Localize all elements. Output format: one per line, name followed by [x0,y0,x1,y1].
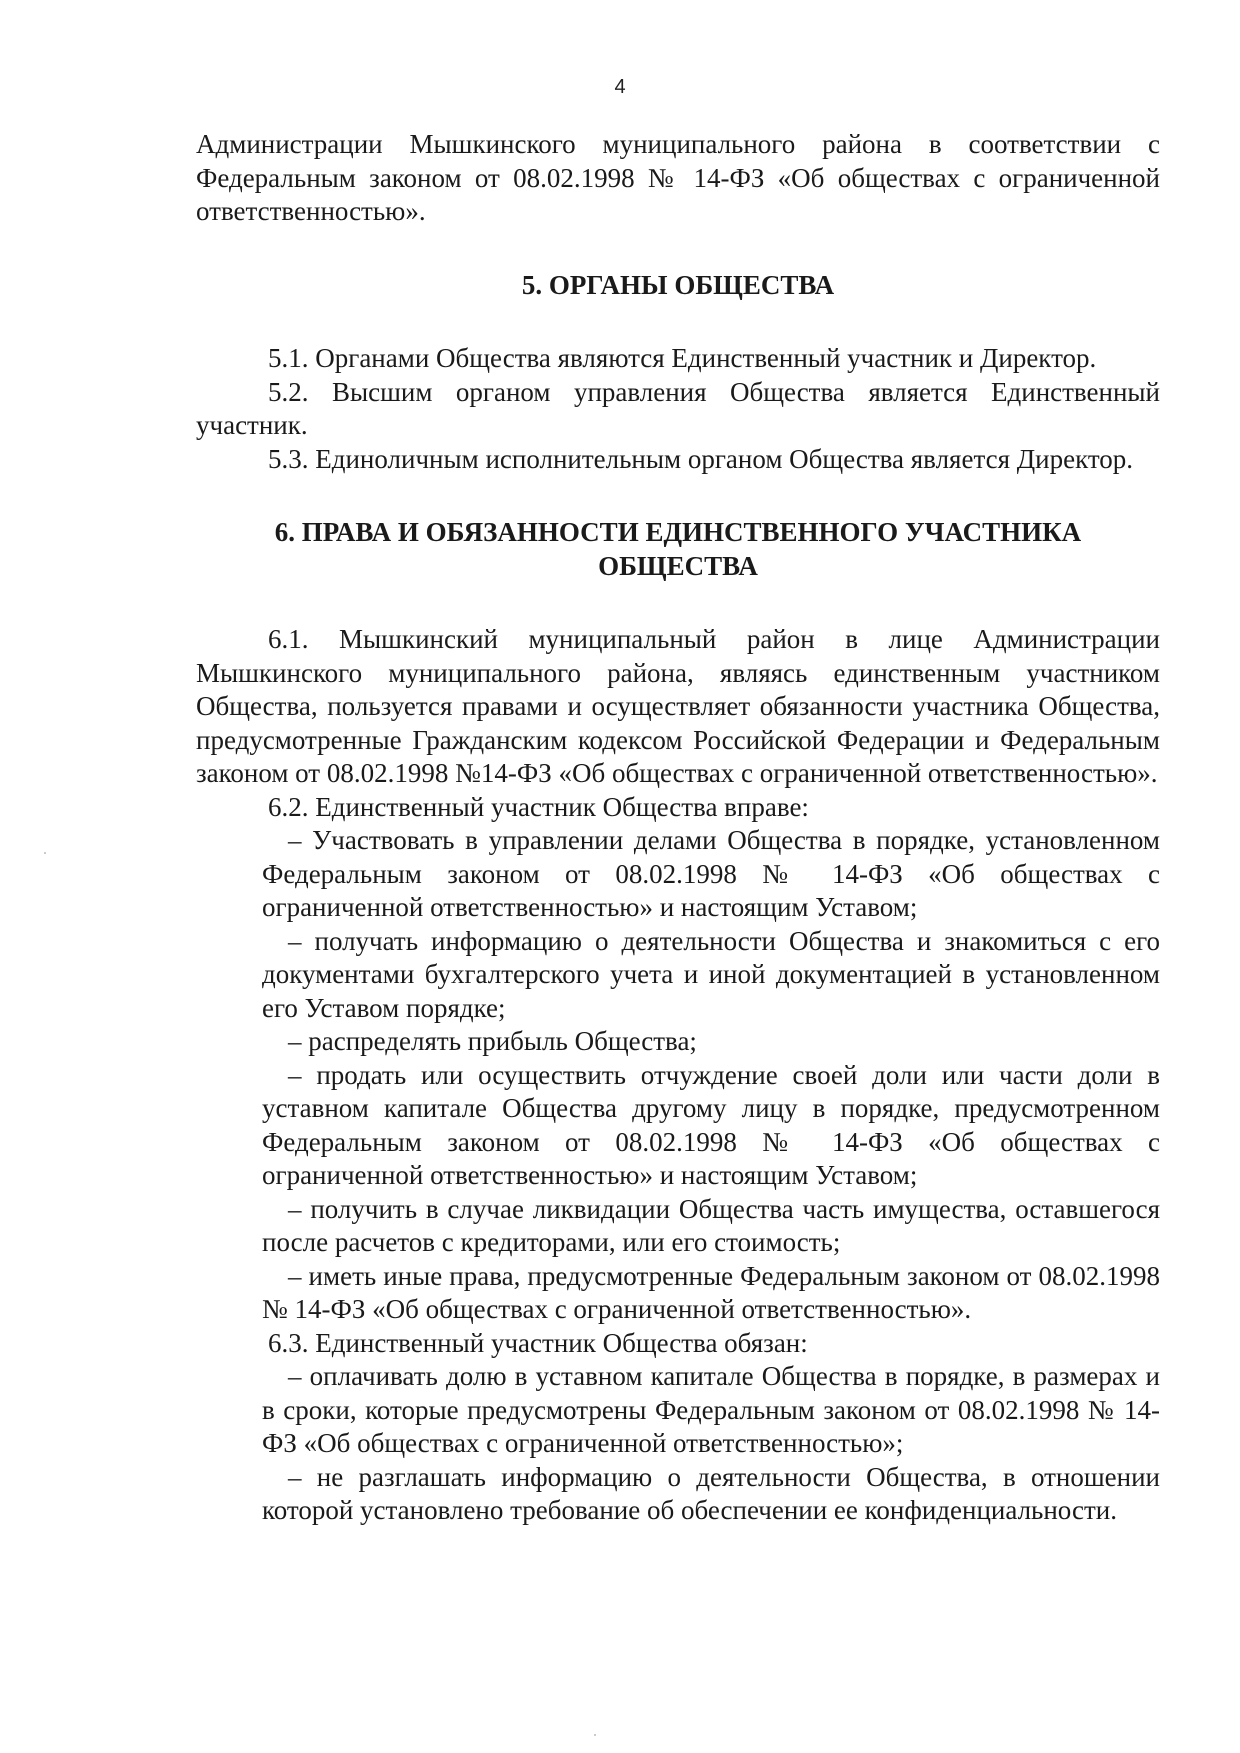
rights-list-item: – Участвовать в управлении делами Общества в порядке, установленном Федеральным законом от 08.02.1998 № 14-ФЗ «Об обществах с ограниченной ответственностью» и настоящим Уставом; [262,825,1160,922]
clause-6-3-intro: 6.3. Единственный участник Общества обязан: [268,1327,808,1358]
rights-list-item: – получать информацию о деятельности Общества и знакомиться с его документами бухгалтерского учета и иной документацией в установленном его Уставом порядке; [262,925,1160,1023]
section-6-heading-line-1: 6. ПРАВА И ОБЯЗАННОСТИ ЕДИНСТВЕННОГО УЧАСТНИКА [274,517,1082,547]
obligations-list-item: – не разглашать информацию о деятельности Общества, в отношении которой установлено требование об обеспечении ее конфиденциальности. [262,1461,1160,1525]
clause-6-1: 6.1. Мышкинский муниципальный район в лице Администрации Мышкинского муниципального района, являясь единственным участником Общества, пользуется правами и осуществляет обязанности участника Общества, предусмотренные Гражданским кодексом Российской Федерации и Федеральным законом от 08.02.1998 №14-ФЗ «Об обществах с ограниченной ответственностью». [196,624,1160,788]
obligations-list [196,1360,1160,1528]
rights-list-item: – продать или осуществить отчуждение своей доли или части доли в уставном капитале Общества другому лицу в порядке, предусмотренном Федеральным законом от 08.02.1998 № 14-ФЗ «Об обществах с ограниченной ответственностью» и настоящим Уставом; [262,1059,1160,1190]
section-5-heading: 5. ОРГАНЫ ОБЩЕСТВА [521,269,835,300]
rights-list [196,824,1160,1327]
intro-paragraph: Администрации Мышкинского муниципального района в соответствии с Федеральным законом от 08.02.1998 № 14-ФЗ «Об обществах с ограниченной ответственностью». [196,129,1160,226]
section-6-heading [196,516,1160,583]
rights-list-item: – иметь иные права, предусмотренные Федеральным законом от 08.02.1998 № 14-ФЗ «Об обществах с ограниченной ответственностью». [262,1260,1160,1324]
clause-5-1: 5.1. Органами Общества являются Единственный участник и Директор. [268,343,1097,373]
scan-speck [44,852,46,854]
clause-5-2: 5.2. Высшим органом управления Общества является Единственный участник. [196,376,1160,440]
page-number: 4 [614,76,626,98]
clause-5-3: 5.3. Единоличным исполнительным органом Общества является Директор. [268,443,1134,474]
obligations-list-item: – оплачивать долю в уставном капитале Общества в порядке, в размерах и в сроки, которые предусмотрены Федеральным законом от 08.02.1998 № 14-ФЗ «Об обществах с ограниченной ответственностью»; [262,1361,1160,1458]
rights-list-item: – распределять прибыль Общества; [288,1026,697,1056]
section-6-body [196,623,1160,1528]
scan-speck [594,1734,596,1736]
section-5-body [196,342,1160,476]
rights-list-item: – получить в случае ликвидации Общества часть имущества, оставшегося после расчетов с кредиторами, или его стоимость; [262,1193,1160,1257]
document-body [196,128,1160,1528]
section-6-heading-line-2: ОБЩЕСТВА [598,550,758,581]
clause-6-2-intro: 6.2. Единственный участник Общества вправе: [268,791,809,822]
